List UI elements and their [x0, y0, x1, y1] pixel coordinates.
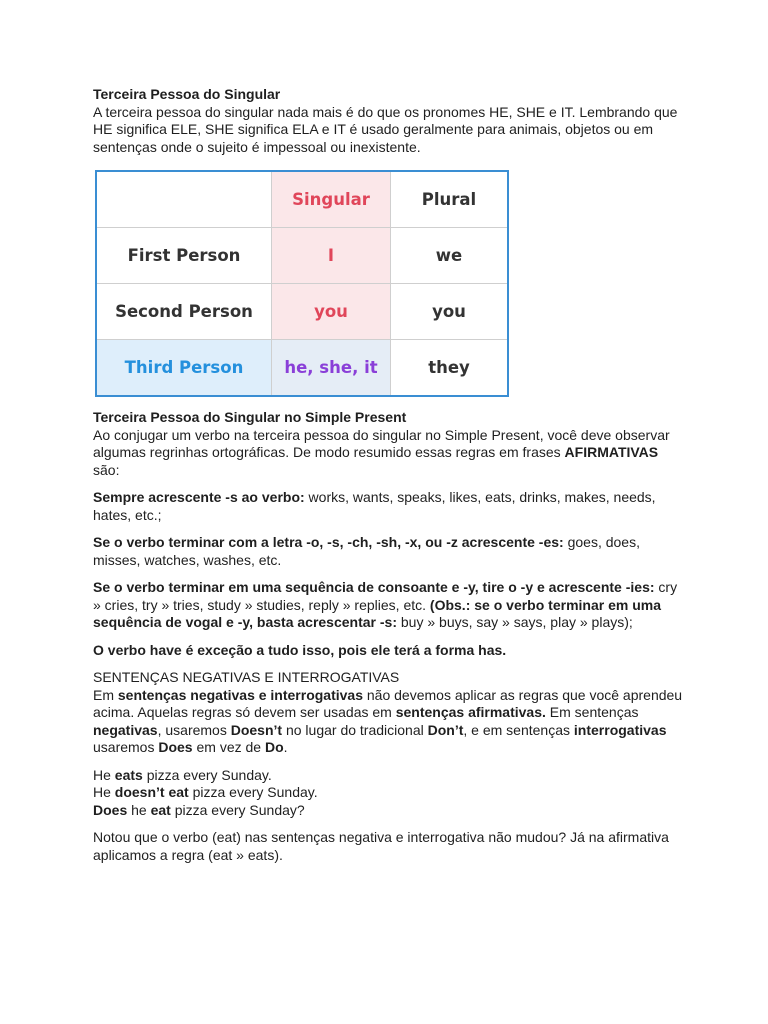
bold-run: negativas: [93, 721, 158, 738]
table-cell-plural: you: [391, 284, 509, 340]
text-run: não devemos aplicar as regras que você aprendeu acima. Aquelas regras só devem ser usadas em: [93, 686, 683, 720]
closing-paragraph: Notou que o verbo (eat) nas sentenças negativa e interrogativa não mudou? Já na afirmativa aplicamos a regra (eat » eats).: [93, 829, 669, 863]
bold-run: Do: [264, 739, 284, 755]
example-affirmative: [93, 767, 683, 785]
example-interrogative: [93, 802, 683, 820]
table-header-row: [96, 171, 508, 228]
table-cell-singular: I: [272, 228, 391, 284]
table-row: [96, 228, 508, 284]
table-row: [96, 284, 508, 340]
section-heading-simple-present: Terceira Pessoa do Singular no Simple Present: [93, 409, 407, 425]
bold-run: Does: [93, 801, 128, 818]
rule3-obs-text: buy » buys, say » says, play » plays);: [397, 614, 633, 630]
bold-run: sentenças afirmativas.: [395, 704, 546, 720]
rule1-text: works, wants, speaks, likes, eats, drinks, makes, needs, hates, etc.;: [93, 489, 656, 523]
intro-bold: AFIRMATIVAS: [564, 444, 659, 460]
table-header-plural: Plural: [391, 171, 509, 228]
rule3-text: cry » cries, try » tries, study » studies, reply » replies, etc.: [93, 579, 678, 613]
text-run: no lugar do tradicional: [282, 721, 428, 738]
document-page: [93, 86, 683, 864]
table-cell-person: First Person: [96, 228, 272, 284]
table-cell-person: Third Person: [96, 340, 272, 397]
rule2-bold: Se o verbo terminar com a letra -o, -s, -ch, -sh, -x, ou -z acrescente -es:: [93, 534, 564, 550]
table-cell-singular: he, she, it: [272, 340, 391, 397]
table-header-empty-cell: [96, 171, 272, 228]
rule-add-es: [93, 534, 683, 569]
section-heading-negative-interrogative: SENTENÇAS NEGATIVAS E INTERROGATIVAS: [93, 669, 400, 685]
pronoun-table: [95, 170, 509, 397]
text-run: pizza every Sunday.: [142, 766, 272, 783]
rule3-bold: Se o verbo terminar em uma sequência de consoante e -y, tire o -y e acrescente -ies:: [93, 579, 655, 595]
bold-run: doesn’t eat: [114, 784, 189, 800]
bold-run: Does: [158, 739, 193, 755]
rule2-text: goes, does, misses, watches, washes, etc.: [93, 534, 640, 568]
text-run: pizza every Sunday.: [188, 784, 318, 800]
table-cell-singular: you: [272, 284, 391, 340]
text-run: , usaremos: [157, 721, 231, 738]
negative-interrogative-paragraph: [93, 687, 683, 757]
bold-run: Don’t: [427, 721, 464, 738]
text-run: Em sentenças: [545, 704, 639, 720]
intro-end: são:: [93, 461, 120, 478]
text-run: em vez de: [192, 739, 265, 755]
text-run: he: [127, 801, 151, 818]
text-run: He: [93, 766, 115, 783]
bold-run: interrogativas: [573, 721, 667, 738]
bold-run: eats: [114, 766, 143, 783]
rule1-bold: Sempre acrescente -s ao verbo:: [93, 489, 305, 505]
example-negative: [93, 784, 683, 802]
table-row: [96, 340, 508, 397]
rule-add-ies: [93, 579, 683, 632]
text-run: .: [283, 739, 288, 755]
text-run: pizza every Sunday?: [170, 801, 305, 818]
text-run: Em: [93, 686, 118, 703]
table-cell-person: Second Person: [96, 284, 272, 340]
table-header-singular: Singular: [272, 171, 391, 228]
third-person-paragraph: A terceira pessoa do singular nada mais é do que os pronomes HE, SHE e IT. Lembrando que HE significa ELE, SHE significa ELA e IT é usado geralmente para animais, objetos ou em sentenças onde o sujeito é impessoal ou inexistente.: [93, 103, 678, 155]
text-run: , e em sentenças: [463, 721, 574, 738]
intro-text: Ao conjugar um verbo na terceira pessoa do singular no Simple Present, você deve observar algumas regrinhas ortográficas. De modo resumido essas regras em frases: [93, 426, 670, 460]
rule3-obs-bold: (Obs.: se o verbo terminar em uma sequência de vogal e -y, basta acrescentar -s:: [93, 596, 661, 630]
bold-run: sentenças negativas e interrogativas: [117, 686, 363, 703]
table-cell-plural: we: [391, 228, 509, 284]
text-run: usaremos: [93, 739, 159, 755]
exception-bold: O verbo have é exceção a tudo isso, pois ele terá a forma has.: [93, 641, 507, 658]
table-cell-plural: they: [391, 340, 509, 397]
rule-add-s: [93, 489, 683, 524]
simple-present-intro: [93, 427, 683, 480]
bold-run: eat: [150, 801, 171, 818]
bold-run: Doesn’t: [230, 721, 283, 738]
text-run: He: [93, 784, 115, 800]
section-heading-third-person: Terceira Pessoa do Singular: [93, 86, 281, 102]
exception-note: [93, 642, 683, 660]
